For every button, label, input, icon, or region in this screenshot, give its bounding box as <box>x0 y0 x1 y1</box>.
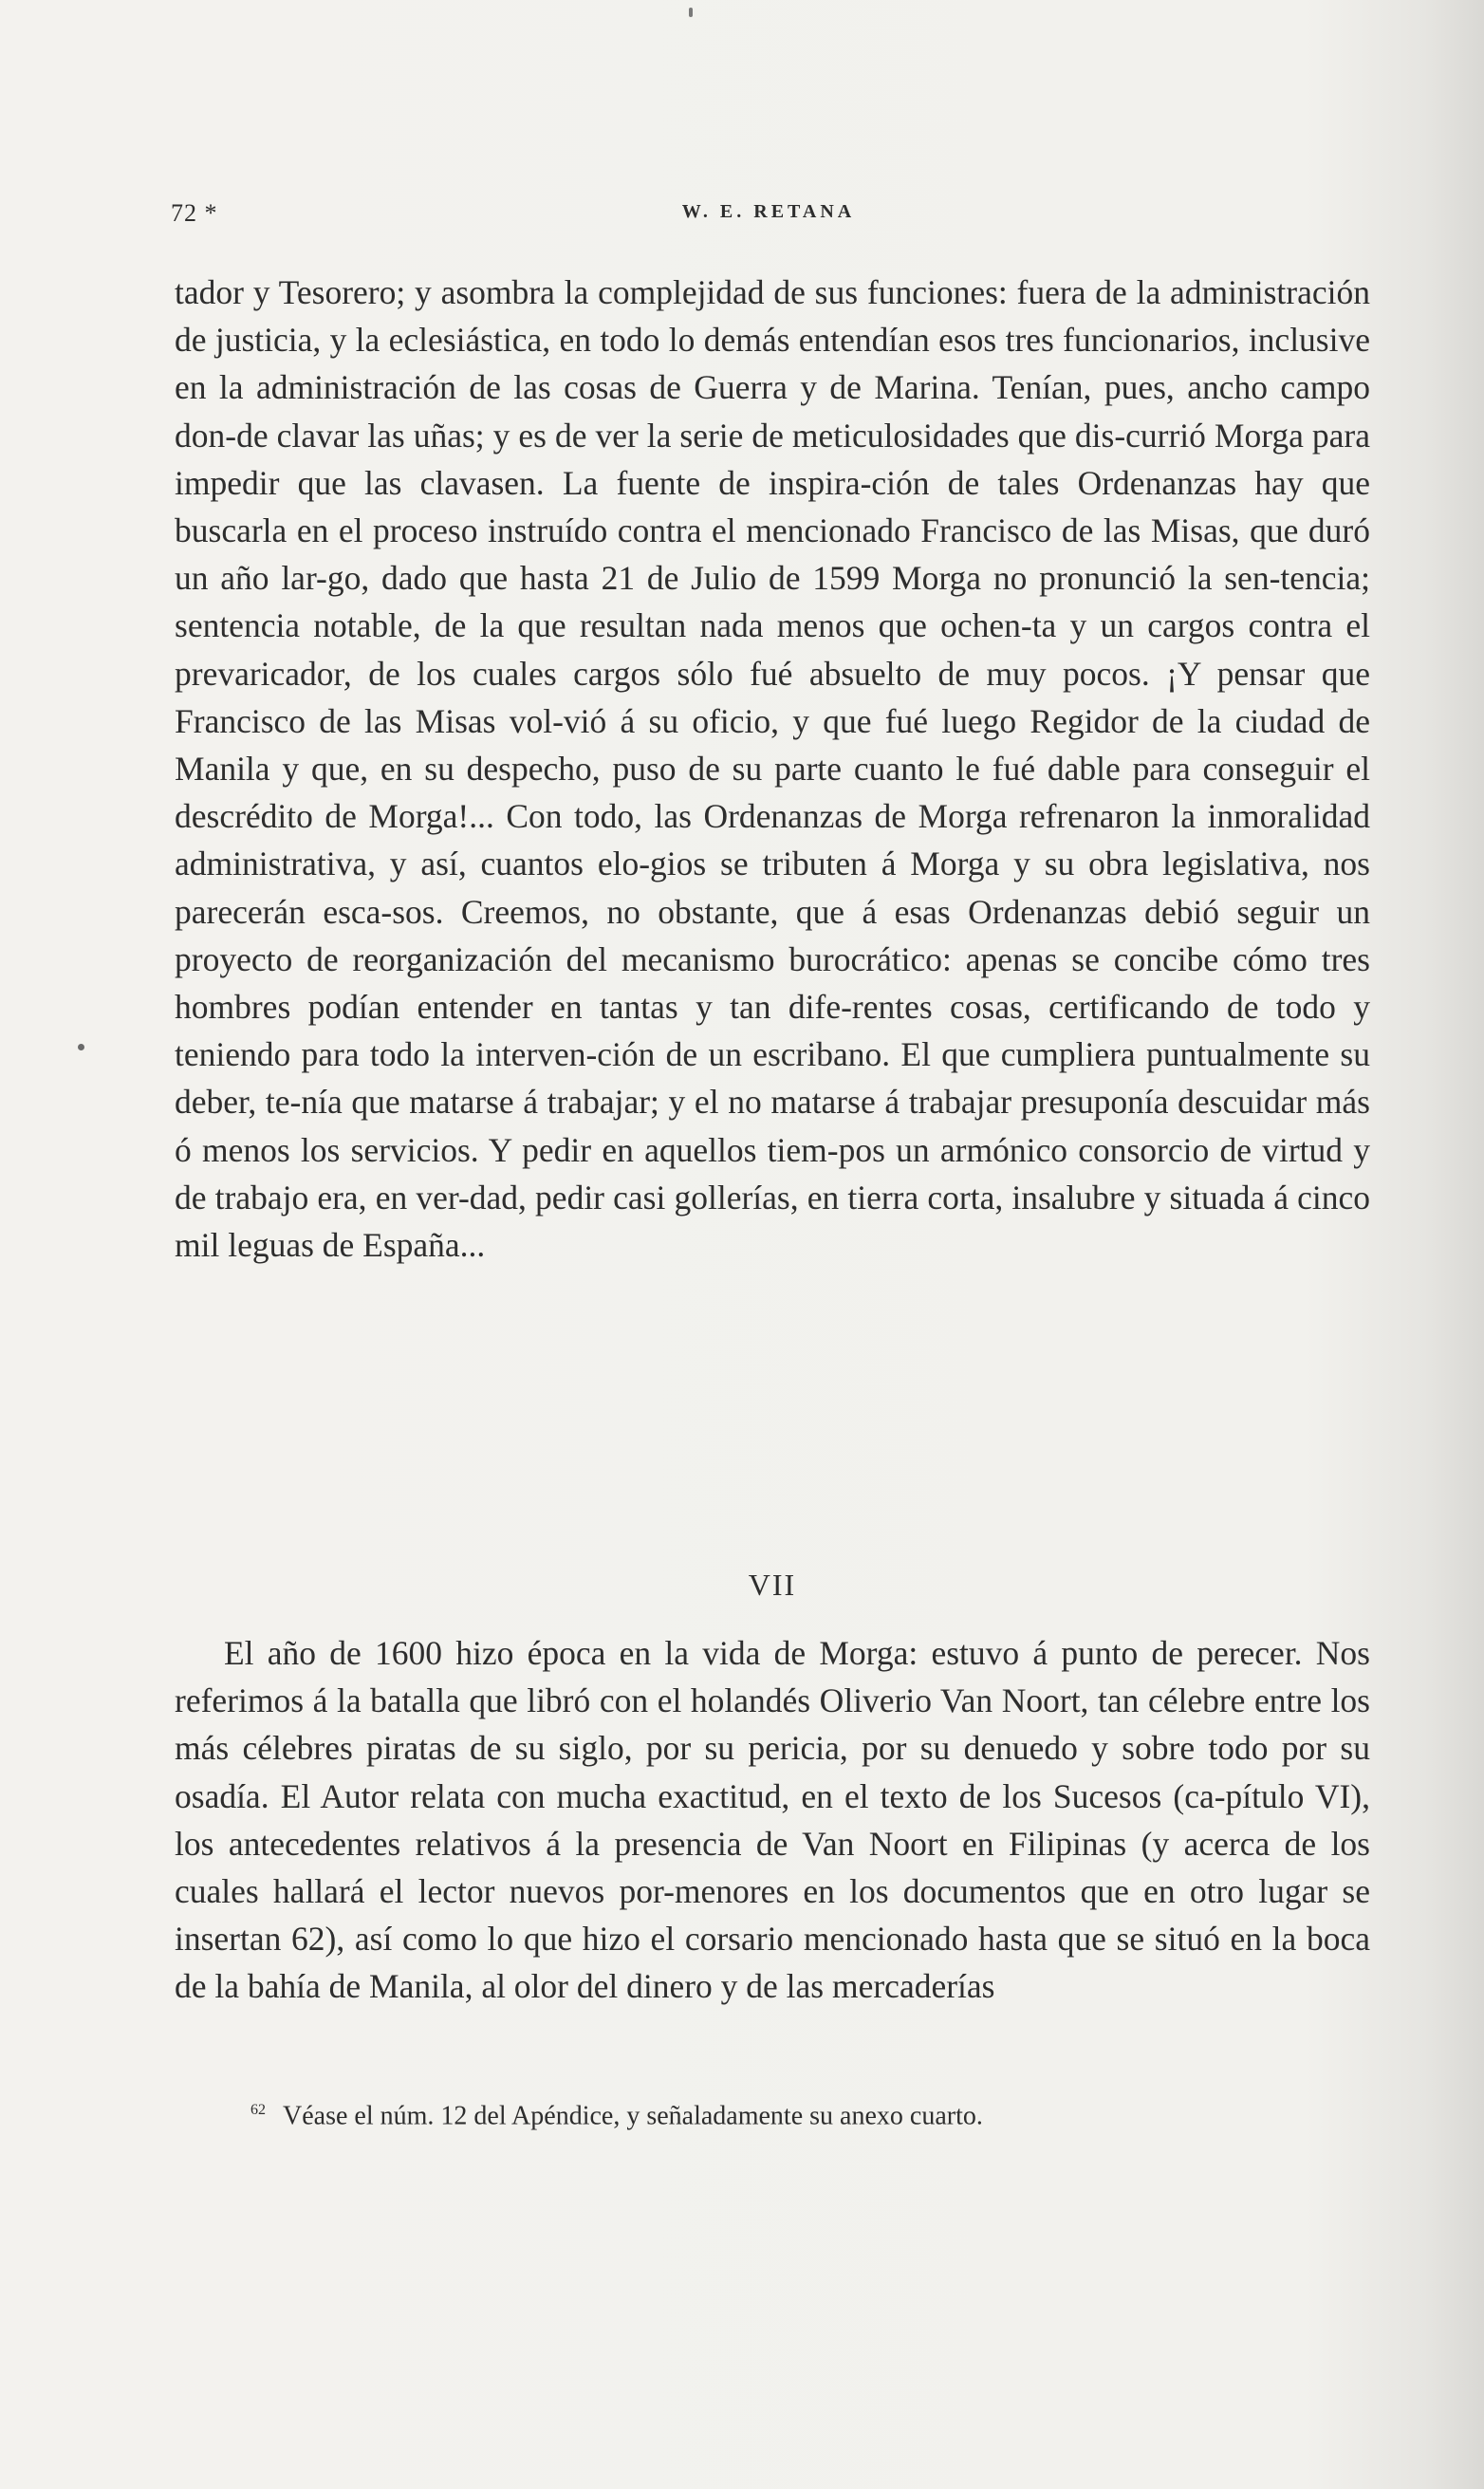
print-speck <box>689 8 693 17</box>
footnote-marker: 62 <box>250 2102 266 2118</box>
page-header <box>171 199 1366 237</box>
text-block-1 <box>175 269 1370 1269</box>
running-head: W. E. RETANA <box>681 201 856 222</box>
text-block-2 <box>175 1629 1370 2011</box>
body-paragraph-2: El año de 1600 hizo época en la vida de Morga: estuvo á punto de perecer. Nos referimos á la batalla que libró con el holandés Oliverio Van Noort, tan célebre entre los más célebres piratas de su siglo, por su pericia, por su denuedo y sobre todo por su osadía. El Autor relata con mucha exactitud, en el texto de los Sucesos (ca-pítulo VI), los antecedentes relativos á la presencia de Van Noort en Filipinas (y acerca de los cuales hallará el lector nuevos por-menores en los documentos que en otro lugar se insertan 62), así como lo que hizo el corsario mencionado hasta que se situó en la boca de la bahía de Manila, al olor del dinero y de las mercaderías <box>175 1634 1370 2006</box>
footnote <box>250 2091 1370 2135</box>
footnote-text: Véase el núm. 12 del Apéndice, y señaladamente su anexo cuarto. <box>283 2101 983 2131</box>
page-number: 72 * <box>171 199 218 227</box>
section-heading: VII <box>748 1568 797 1602</box>
print-speck <box>78 1044 84 1050</box>
body-paragraph-1: tador y Tesorero; y asombra la complejidad de sus funciones: fuera de la administración de justicia, y la eclesiástica, en todo lo demás entendían esos tres funcionarios, inclusive en la administración de las cosas de Guerra y de Marina. Tenían, pues, ancho campo don-de clavar las uñas; y es de ver la serie de meticulosidades que dis-currió Morga para impedir que las clavasen. La fuente de inspira-ción de tales Ordenanzas hay que buscarla en el proceso instruído contra el mencionado Francisco de las Misas, que duró un año lar-go, dado que hasta 21 de Julio de 1599 Morga no pronunció la sen-tencia; sentencia notable, de la que resultan nada menos que ochen-ta y un cargos contra el prevaricador, de los cuales cargos sólo fué absuelto de muy pocos. ¡Y pensar que Francisco de las Misas vol-vió á su oficio, y que fué luego Regidor de la ciudad de Manila y que, en su despecho, puso de su parte cuanto le fué dable para conseguir el descrédito de Morga!... Con todo, las Ordenanzas de Morga refrenaron la inmoralidad administrativa, y así, cuantos elo-gios se tributen á Morga y su obra legislativa, nos parecerán esca-sos. Creemos, no obstante, que á esas Ordenanzas debió seguir un proyecto de reorganización del mecanismo burocrático: apenas se concibe cómo tres hombres podían entender en tantas y tan dife-rentes cosas, certificando de todo y teniendo para todo la interven-ción de un escribano. El que cumpliera puntualmente su deber, te-nía que matarse á trabajar; y el no matarse á trabajar presuponía descuidar más ó menos los servicios. Y pedir en aquellos tiem-pos un armónico consorcio de virtud y de trabajo era, en ver-dad, pedir casi gollerías, en tierra corta, insalubre y situada á cinco mil leguas de España... <box>175 273 1370 1265</box>
